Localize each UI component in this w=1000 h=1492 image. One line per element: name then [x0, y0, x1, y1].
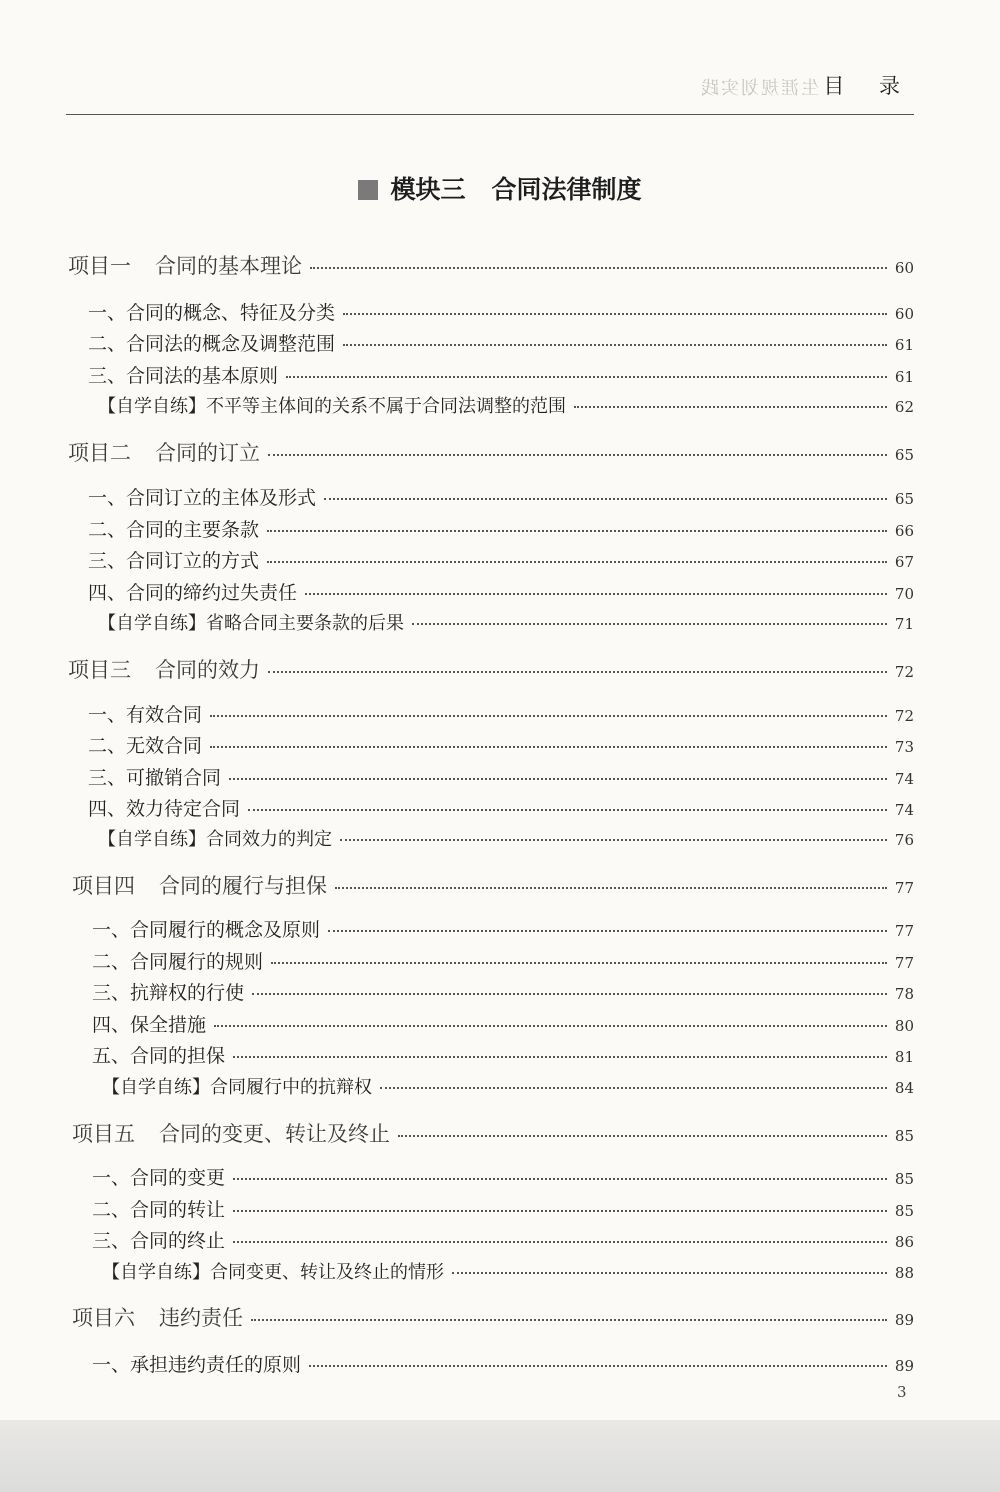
- header-title: 目 录: [823, 74, 914, 98]
- toc-section-entry: [88, 329, 914, 356]
- dot-leader: [380, 1087, 887, 1089]
- module-name: 合同法律制度: [491, 175, 642, 204]
- entry-title: 二、无效合同: [88, 735, 203, 757]
- entry-title: [98, 825, 332, 851]
- entry-title: [72, 1118, 390, 1148]
- entry-title: [68, 654, 260, 684]
- toc-section-entry: [88, 700, 914, 727]
- project-title: 合同的履行与担保: [159, 874, 327, 898]
- dot-leader: [340, 839, 887, 841]
- entry-page-number: 71: [894, 615, 914, 633]
- entry-page-number: 78: [894, 985, 914, 1003]
- entry-page-number: 85: [894, 1202, 914, 1220]
- entry-page-number: 85: [894, 1127, 914, 1145]
- project-title: 合同的效力: [155, 658, 260, 682]
- dot-leader: [452, 1272, 887, 1274]
- dot-leader: [233, 1241, 887, 1243]
- toc-self-study-entry: [98, 609, 914, 635]
- entry-title: 一、合同订立的主体及形式: [88, 487, 317, 509]
- toc-project-entry: [72, 1302, 914, 1332]
- entry-title: 一、合同的概念、特征及分类: [88, 302, 336, 324]
- page-number: 3: [897, 1383, 907, 1401]
- dot-leader: [267, 561, 887, 563]
- toc-section-entry: [88, 483, 914, 510]
- toc-section-entry: [88, 763, 914, 790]
- toc-section-entry: [92, 978, 914, 1005]
- dot-leader: [309, 1365, 887, 1367]
- entry-page-number: 85: [894, 1170, 914, 1188]
- toc-section-entry: [88, 731, 914, 758]
- dot-leader: [574, 406, 887, 408]
- entry-title: [102, 1073, 372, 1099]
- dot-leader: [268, 671, 887, 673]
- entry-title: 四、效力待定合同: [88, 798, 241, 820]
- entry-title: [102, 1258, 444, 1284]
- bleed-through-text: 生涯规划实践: [699, 78, 819, 99]
- self-study-title: 省略合同主要条款的后果: [206, 613, 404, 634]
- entry-page-number: 62: [894, 398, 914, 416]
- entry-page-number: 65: [894, 446, 914, 464]
- entry-title: [72, 870, 327, 900]
- toc-section-entry: [92, 915, 914, 942]
- entry-page-number: 72: [894, 663, 914, 681]
- entry-title: 三、合同的终止: [92, 1230, 226, 1252]
- project-title: 合同的基本理论: [155, 254, 302, 278]
- entry-page-number: 72: [894, 707, 914, 725]
- entry-page-number: 74: [894, 770, 914, 788]
- entry-title: 一、合同的变更: [92, 1167, 226, 1189]
- toc-section-entry: [92, 1350, 914, 1377]
- toc-self-study-entry: [98, 392, 914, 418]
- dot-leader: [310, 267, 887, 269]
- dot-leader: [229, 778, 887, 780]
- toc-project-entry: [72, 870, 914, 900]
- dot-leader: [271, 962, 887, 964]
- toc-project-entry: [68, 250, 914, 280]
- project-number: 项目五: [72, 1122, 135, 1146]
- toc-section-entry: [88, 578, 914, 605]
- project-number: 项目三: [68, 658, 131, 682]
- toc-section-entry: [92, 1195, 914, 1222]
- entry-page-number: 73: [894, 738, 914, 756]
- toc-self-study-entry: [98, 825, 914, 851]
- toc-section-entry: [88, 298, 914, 325]
- toc-section-entry: [92, 1163, 914, 1190]
- dot-leader: [343, 313, 887, 315]
- entry-page-number: 67: [894, 553, 914, 571]
- entry-page-number: 77: [894, 879, 914, 897]
- entry-title: 二、合同的转让: [92, 1199, 226, 1221]
- dot-leader: [268, 454, 887, 456]
- dot-leader: [267, 530, 887, 532]
- entry-page-number: 70: [894, 585, 914, 603]
- self-study-tag: 【自学自练】: [98, 613, 206, 634]
- entry-page-number: 81: [894, 1048, 914, 1066]
- entry-page-number: 66: [894, 522, 914, 540]
- entry-title: 五、合同的担保: [92, 1045, 226, 1067]
- self-study-title: 合同履行中的抗辩权: [210, 1077, 372, 1098]
- entry-page-number: 74: [894, 801, 914, 819]
- dot-leader: [248, 809, 887, 811]
- project-number: 项目六: [72, 1306, 135, 1330]
- dot-leader: [210, 746, 887, 748]
- entry-page-number: 76: [894, 831, 914, 849]
- entry-title: 一、承担违约责任的原则: [92, 1354, 302, 1376]
- toc-section-entry: [88, 794, 914, 821]
- entry-title: [98, 392, 566, 418]
- dot-leader: [214, 1025, 887, 1027]
- scan-bottom-shadow: [0, 1420, 1000, 1492]
- self-study-tag: 【自学自练】: [102, 1262, 210, 1283]
- entry-title: 三、抗辩权的行使: [92, 982, 245, 1004]
- toc-self-study-entry: [102, 1258, 914, 1284]
- dot-leader: [343, 344, 887, 346]
- entry-page-number: 89: [894, 1311, 914, 1329]
- square-bullet-icon: [358, 180, 378, 200]
- entry-page-number: 77: [894, 954, 914, 972]
- dot-leader: [233, 1210, 887, 1212]
- self-study-title: 合同变更、转让及终止的情形: [210, 1262, 444, 1283]
- entry-title: 二、合同的主要条款: [88, 519, 260, 541]
- dot-leader: [324, 498, 887, 500]
- entry-page-number: 60: [894, 259, 914, 277]
- dot-leader: [398, 1135, 887, 1137]
- self-study-tag: 【自学自练】: [98, 396, 206, 417]
- dot-leader: [412, 623, 887, 625]
- toc-section-entry: [88, 546, 914, 573]
- entry-page-number: 86: [894, 1233, 914, 1251]
- toc-section-entry: [92, 947, 914, 974]
- toc-section-entry: [88, 361, 914, 388]
- entry-page-number: 84: [894, 1079, 914, 1097]
- toc-section-entry: [92, 1226, 914, 1253]
- entry-title: 一、合同履行的概念及原则: [92, 919, 321, 941]
- entry-title: [98, 609, 404, 635]
- toc-project-entry: [68, 437, 914, 467]
- entry-title: [68, 250, 302, 280]
- dot-leader: [328, 930, 887, 932]
- dot-leader: [286, 376, 887, 378]
- entry-page-number: 80: [894, 1017, 914, 1035]
- entry-title: 三、合同订立的方式: [88, 550, 260, 572]
- entry-page-number: 77: [894, 922, 914, 940]
- entry-title: 四、保全措施: [92, 1014, 207, 1036]
- entry-page-number: 89: [894, 1357, 914, 1375]
- toc-section-entry: [92, 1010, 914, 1037]
- dot-leader: [210, 715, 887, 717]
- dot-leader: [305, 593, 887, 595]
- entry-page-number: 60: [894, 305, 914, 323]
- entry-title: [68, 437, 260, 467]
- toc-section-entry: [88, 515, 914, 542]
- module-number: 模块三: [390, 175, 466, 204]
- self-study-tag: 【自学自练】: [98, 829, 206, 850]
- toc-project-entry: [72, 1118, 914, 1148]
- entry-title: 一、有效合同: [88, 704, 203, 726]
- self-study-tag: 【自学自练】: [102, 1077, 210, 1098]
- entry-page-number: 88: [894, 1264, 914, 1282]
- entry-page-number: 65: [894, 490, 914, 508]
- entry-title: 三、可撤销合同: [88, 767, 222, 789]
- self-study-title: 不平等主体间的关系不属于合同法调整的范围: [206, 396, 566, 417]
- project-title: 合同的订立: [155, 441, 260, 465]
- running-header: [66, 70, 914, 115]
- dot-leader: [251, 1319, 887, 1321]
- entry-title: 三、合同法的基本原则: [88, 365, 279, 387]
- entry-title: 二、合同法的概念及调整范围: [88, 333, 336, 355]
- project-title: 合同的变更、转让及终止: [159, 1122, 390, 1146]
- toc-section-entry: [92, 1041, 914, 1068]
- toc-self-study-entry: [102, 1073, 914, 1099]
- entry-page-number: 61: [894, 336, 914, 354]
- entry-page-number: 61: [894, 368, 914, 386]
- dot-leader: [233, 1178, 887, 1180]
- module-heading: [0, 170, 1000, 206]
- self-study-title: 合同效力的判定: [206, 829, 332, 850]
- entry-title: 四、合同的缔约过失责任: [88, 582, 298, 604]
- dot-leader: [252, 993, 887, 995]
- dot-leader: [233, 1056, 887, 1058]
- dot-leader: [335, 887, 887, 889]
- entry-title: [72, 1302, 243, 1332]
- project-number: 项目一: [68, 254, 131, 278]
- entry-title: 二、合同履行的规则: [92, 951, 264, 973]
- toc-project-entry: [68, 654, 914, 684]
- project-number: 项目二: [68, 441, 131, 465]
- project-title: 违约责任: [159, 1306, 243, 1330]
- project-number: 项目四: [72, 874, 135, 898]
